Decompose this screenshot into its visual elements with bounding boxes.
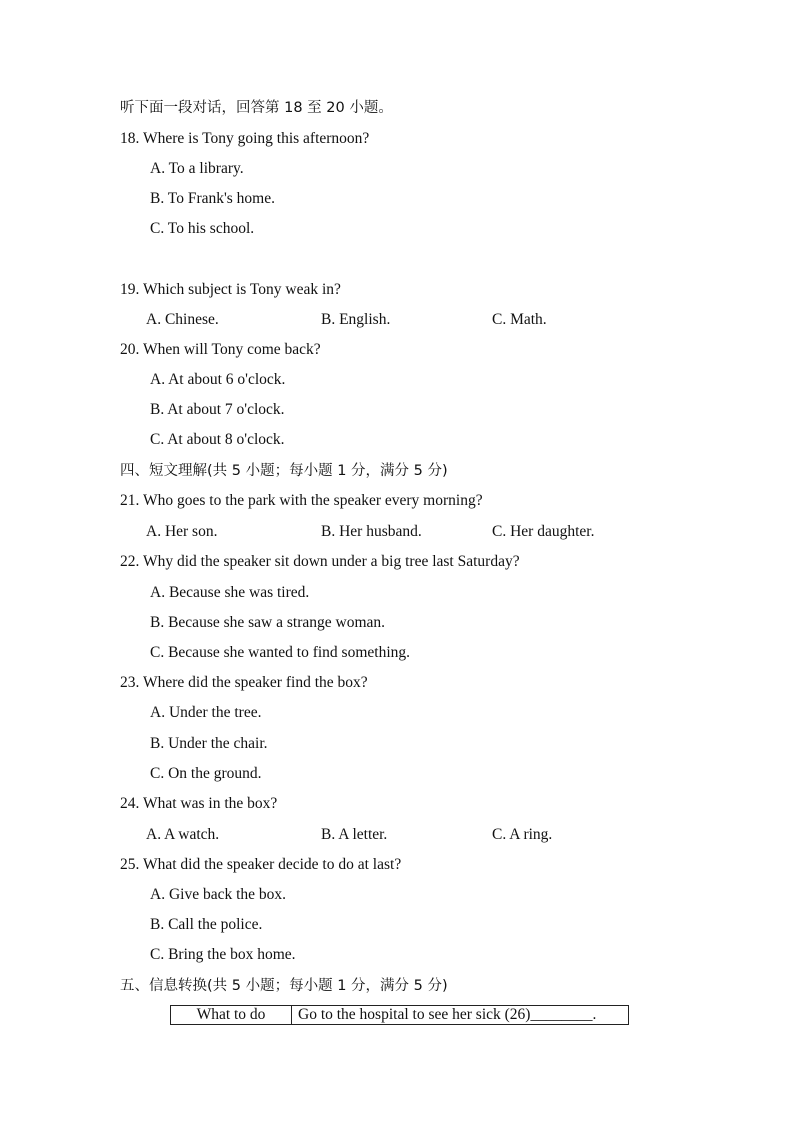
q21-option-a: A. Her son.	[146, 523, 218, 540]
q18-option-a: A. To a library.	[150, 160, 244, 177]
q22-option-b: B. Because she saw a strange woman.	[150, 614, 386, 631]
q19-option-b: B. English.	[321, 311, 391, 328]
question-20: 20. When will Tony come back?	[120, 341, 321, 358]
info-table	[170, 1005, 629, 1025]
question-19: 19. Which subject is Tony weak in?	[120, 281, 341, 298]
q22-option-a: A. Because she was tired.	[150, 584, 310, 601]
q25-option-c: C. Bring the box home.	[150, 946, 296, 963]
question-18: 18. Where is Tony going this afternoon?	[120, 130, 370, 147]
q24-option-c: C. A ring.	[492, 826, 553, 843]
q21-option-b: B. Her husband.	[321, 523, 422, 540]
question-22: 22. Why did the speaker sit down under a big tree last Saturday?	[120, 553, 520, 570]
q23-option-a: A. Under the tree.	[150, 704, 262, 721]
q20-option-b: B. At about 7 o'clock.	[150, 401, 285, 418]
table-row	[171, 1006, 629, 1025]
q18-option-c: C. To his school.	[150, 220, 255, 237]
q19-options	[146, 310, 666, 330]
q19-option-c: C. Math.	[492, 311, 547, 328]
table-key-cell: What to do	[171, 1006, 292, 1025]
question-21: 21. Who goes to the park with the speaker every morning?	[120, 492, 483, 509]
q20-option-c: C. At about 8 o'clock.	[150, 431, 285, 448]
q21-options	[146, 522, 666, 542]
q24-option-a: A. A watch.	[146, 826, 220, 843]
table-value-cell: Go to the hospital to see her sick (26)________.	[292, 1006, 629, 1025]
section-4-title: 四、短文理解(共 5 小题；每小题 1 分，满分 5 分)	[120, 463, 448, 479]
q18-option-b: B. To Frank's home.	[150, 190, 275, 207]
dialogue-intro: 听下面一段对话，回答第 18 至 20 小题。	[120, 100, 393, 116]
section-5-title: 五、信息转换(共 5 小题；每小题 1 分，满分 5 分)	[120, 978, 448, 994]
question-24: 24. What was in the box?	[120, 795, 278, 812]
q19-option-a: A. Chinese.	[146, 311, 219, 328]
q23-option-b: B. Under the chair.	[150, 735, 268, 752]
question-25: 25. What did the speaker decide to do at last?	[120, 856, 402, 873]
q24-options	[146, 825, 666, 845]
q22-option-c: C. Because she wanted to find something.	[150, 644, 411, 661]
question-23: 23. Where did the speaker find the box?	[120, 674, 368, 691]
q24-option-b: B. A letter.	[321, 826, 388, 843]
q20-option-a: A. At about 6 o'clock.	[150, 371, 286, 388]
q23-option-c: C. On the ground.	[150, 765, 262, 782]
q25-option-b: B. Call the police.	[150, 916, 263, 933]
q25-option-a: A. Give back the box.	[150, 886, 287, 903]
q21-option-c: C. Her daughter.	[492, 523, 595, 540]
